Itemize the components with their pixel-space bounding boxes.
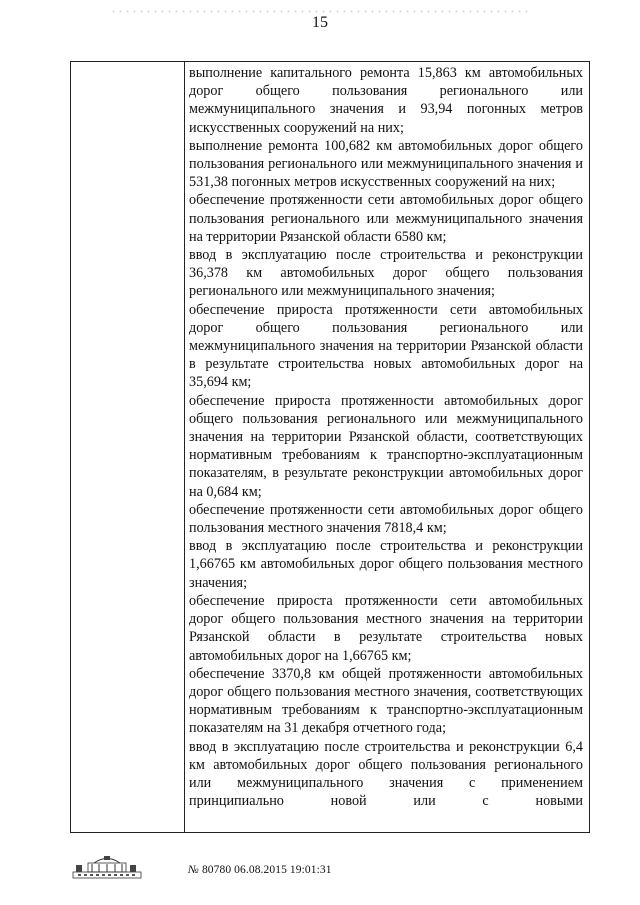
scan-artifact-dots xyxy=(110,10,530,13)
paragraph: ввод в эксплуатацию после строительства и реконструкции 1,66765 км автомобильных дорог общего пользования местного значения; xyxy=(189,538,583,591)
document-table xyxy=(70,61,590,833)
paragraph: выполнение ремонта 100,682 км автомобильных дорог общего пользования регионального или межмуниципального значения и 531,38 погонных метров искусственных сооружений на них; xyxy=(189,137,583,191)
table-left-column xyxy=(71,62,185,832)
paragraph: ввод в эксплуатацию после строительства и реконструкции 36,378 км автомобильных дорог общего пользования регионального или межмуниципального значения; xyxy=(189,247,583,300)
number-sign: № xyxy=(188,864,199,876)
page-number: 15 xyxy=(312,14,328,31)
paragraph: ввод в эксплуатацию после строительства и реконструкции 6,4 км автомобильных дорог общего пользования регионального или межмуниципального значения с применением принципиально новой или с новыми xyxy=(189,738,583,810)
document-footer xyxy=(70,851,590,885)
paragraph: обеспечение протяженности сети автомобильных дорог общего пользования местного значения 7818,4 км; xyxy=(189,501,583,537)
document-number: 80780 xyxy=(201,864,232,876)
paragraph: обеспечение 3370,8 км общей протяженности автомобильных дорог общего пользования местного значения, соответствующих нормативным требованиям к транспортно-эксплуатационным показателям на 31 декабря отчетного года; xyxy=(189,665,583,737)
document-stamp xyxy=(188,864,332,876)
paragraph: обеспечение прироста протяженности автомобильных дорог общего пользования регионального или межмуниципального значения на территории Рязанской области, соответствующих нормативным требованиям к транспортно-эксплуатационным показателям, в результате реконструкции автомобильных дорог на 0,684 км; xyxy=(189,392,583,500)
paragraph: обеспечение прироста протяженности сети автомобильных дорог общего пользования местного значения на территории Рязанской области в результате строительства новых автомобильных дорог на 1,66765 км; xyxy=(189,592,583,664)
paragraph: обеспечение прироста протяженности сети автомобильных дорог общего пользования регионального или межмуниципального значения на территории Рязанской области в результате строительства новых автомобильных дорог на 35,694 км; xyxy=(189,301,583,391)
building-logo-icon xyxy=(72,855,142,881)
paragraph: выполнение капитального ремонта 15,863 км автомобильных дорог общего пользования регионального или межмуниципального значения и 93,94 погонных метров искусственных сооружений на них; xyxy=(189,65,583,136)
document-timestamp: 06.08.2015 19:01:31 xyxy=(234,864,332,876)
table-right-column xyxy=(185,62,589,832)
paragraph: обеспечение протяженности сети автомобильных дорог общего пользования регионального или межмуниципального значения на территории Рязанской области 6580 км; xyxy=(189,192,583,245)
